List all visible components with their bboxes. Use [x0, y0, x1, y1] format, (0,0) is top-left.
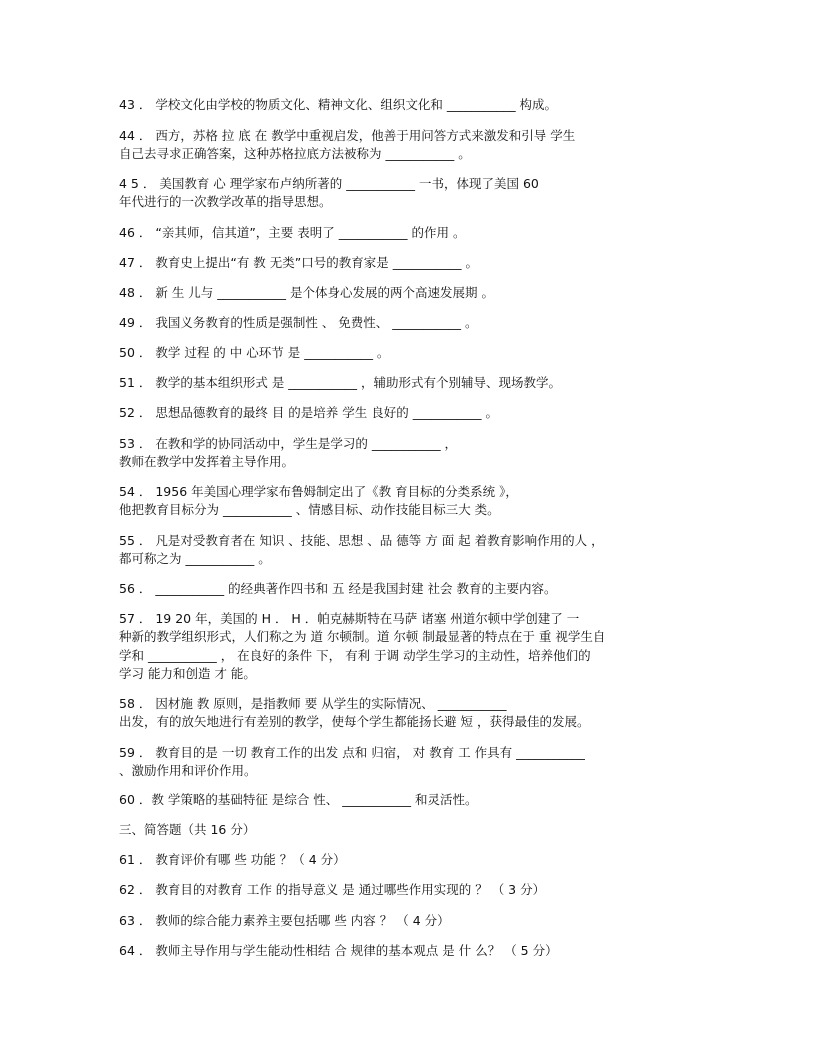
question-52: 52 ． 思想品德教育的最终 目 的是培养 学生 良好的 ___________ 。: [119, 405, 498, 420]
question-57-line-3: 学和 ___________ ， 在良好的条件 下， 有利 于调 动学生学习的主动性，培养他们的: [119, 648, 591, 663]
question-57-line-2: 种新的教学组织形式，人们称之为 道 尔顿制。道 尔顿 制最显著的特点在于 重 视学生自: [119, 629, 606, 644]
question-59-line-1: 59 ． 教育目的是 一切 教育工作的出发 点和 归宿， 对 教育 工 作具有 ___________: [119, 745, 585, 760]
question-55-line-1: 55 ． 凡是对受教育者在 知识 、技能、思想 、品 德等 方 面 起 着教育影响作用的人 ，: [119, 533, 604, 548]
question-58-line-1: 58 ． 因材施 教 原则，是指教师 要 从学生的实际情况、 ___________: [119, 696, 507, 711]
question-49: 49 ． 我国义务教育的性质是强制性 、 免费性、 ___________ 。: [119, 315, 478, 330]
question-45-line-2: 年代进行的一次教学改革的指导思想。: [119, 194, 332, 209]
question-63: 63 ． 教师的综合能力素养主要包括哪 些 内容 ？ （ 4 分）: [119, 913, 450, 928]
question-58-line-2: 出发，有的放矢地进行有差别的教学，使每个学生都能扬长避 短 ，获得最佳的发展。: [119, 714, 590, 729]
question-55-line-2: 都可称之为 ___________ 。: [119, 551, 271, 566]
question-44-line-1: 44 ． 西方，苏格 拉 底 在 教学中重视启发，他善于用问答方式来激发和引导 学生: [119, 128, 576, 143]
question-44-line-2: 自己去寻求正确答案，这种苏格拉底方法被称为 ___________ 。: [119, 146, 471, 161]
question-57-line-1: 57 ． 19 20 年，美国的 H ． H ．帕克赫斯特在马萨 诸塞 州道尔顿中学创建了 一: [119, 611, 580, 626]
question-47: 47 ． 教育史上提出“有 教 无类”口号的教育家是 ___________ 。: [119, 255, 478, 270]
question-50: 50 ． 教学 过程 的 中 心环节 是 ___________ 。: [119, 345, 390, 360]
question-45-line-1: 4 5 ． 美国教育 心 理学家布卢纳所著的 ___________ 一书，体现了美国 60: [119, 176, 539, 191]
question-56: 56 ． ___________ 的经典著作四书和 五 经是我国封建 社会 教育的主要内容。: [119, 581, 557, 596]
section-heading-short-answer: 三、简答题（共 16 分）: [119, 822, 256, 837]
question-53-line-1: 53 ． 在教和学的协同活动中，学生是学习的 ___________ ，: [119, 436, 458, 451]
question-54-line-1: 54 ． 1956 年美国心理学家布鲁姆制定出了《教 育目标的分类系统 》，: [119, 484, 518, 499]
question-51: 51 ． 教学的基本组织形式 是 ___________ ，辅助形式有个别辅导、现场教学。: [119, 375, 562, 390]
question-64: 64 ． 教师主导作用与学生能动性相结 合 规律的基本观点 是 什 么？ （ 5 分）: [119, 943, 558, 958]
question-57-line-4: 学习 能力和创造 才 能。: [119, 666, 256, 681]
question-62: 62 ． 教育目的对教育 工作 的指导意义 是 通过哪些作用实现的 ？ （ 3 分）: [119, 882, 546, 897]
question-60: 60 ．教 学策略的基础特征 是综合 性、 ___________ 和灵活性。: [119, 792, 478, 807]
question-61: 61 ． 教育评价有哪 些 功能 ？（ 4 分）: [119, 852, 346, 867]
question-54-line-2: 他把教育目标分为 ___________ 、情感目标、动作技能目标三大 类。: [119, 502, 500, 517]
question-46: 46 ． “亲其师，信其道”，主要 表明了 ___________ 的作用 。: [119, 225, 466, 240]
question-48: 48 ． 新 生 儿与 ___________ 是个体身心发展的两个高速发展期 。: [119, 285, 494, 300]
question-53-line-2: 教师在教学中发挥着主导作用。: [119, 454, 295, 469]
question-59-line-2: 、激励作用和评价作用。: [119, 763, 257, 778]
question-43: 43 ． 学校文化由学校的物质文化、精神文化、组织文化和 ___________ 构成。: [119, 97, 558, 112]
